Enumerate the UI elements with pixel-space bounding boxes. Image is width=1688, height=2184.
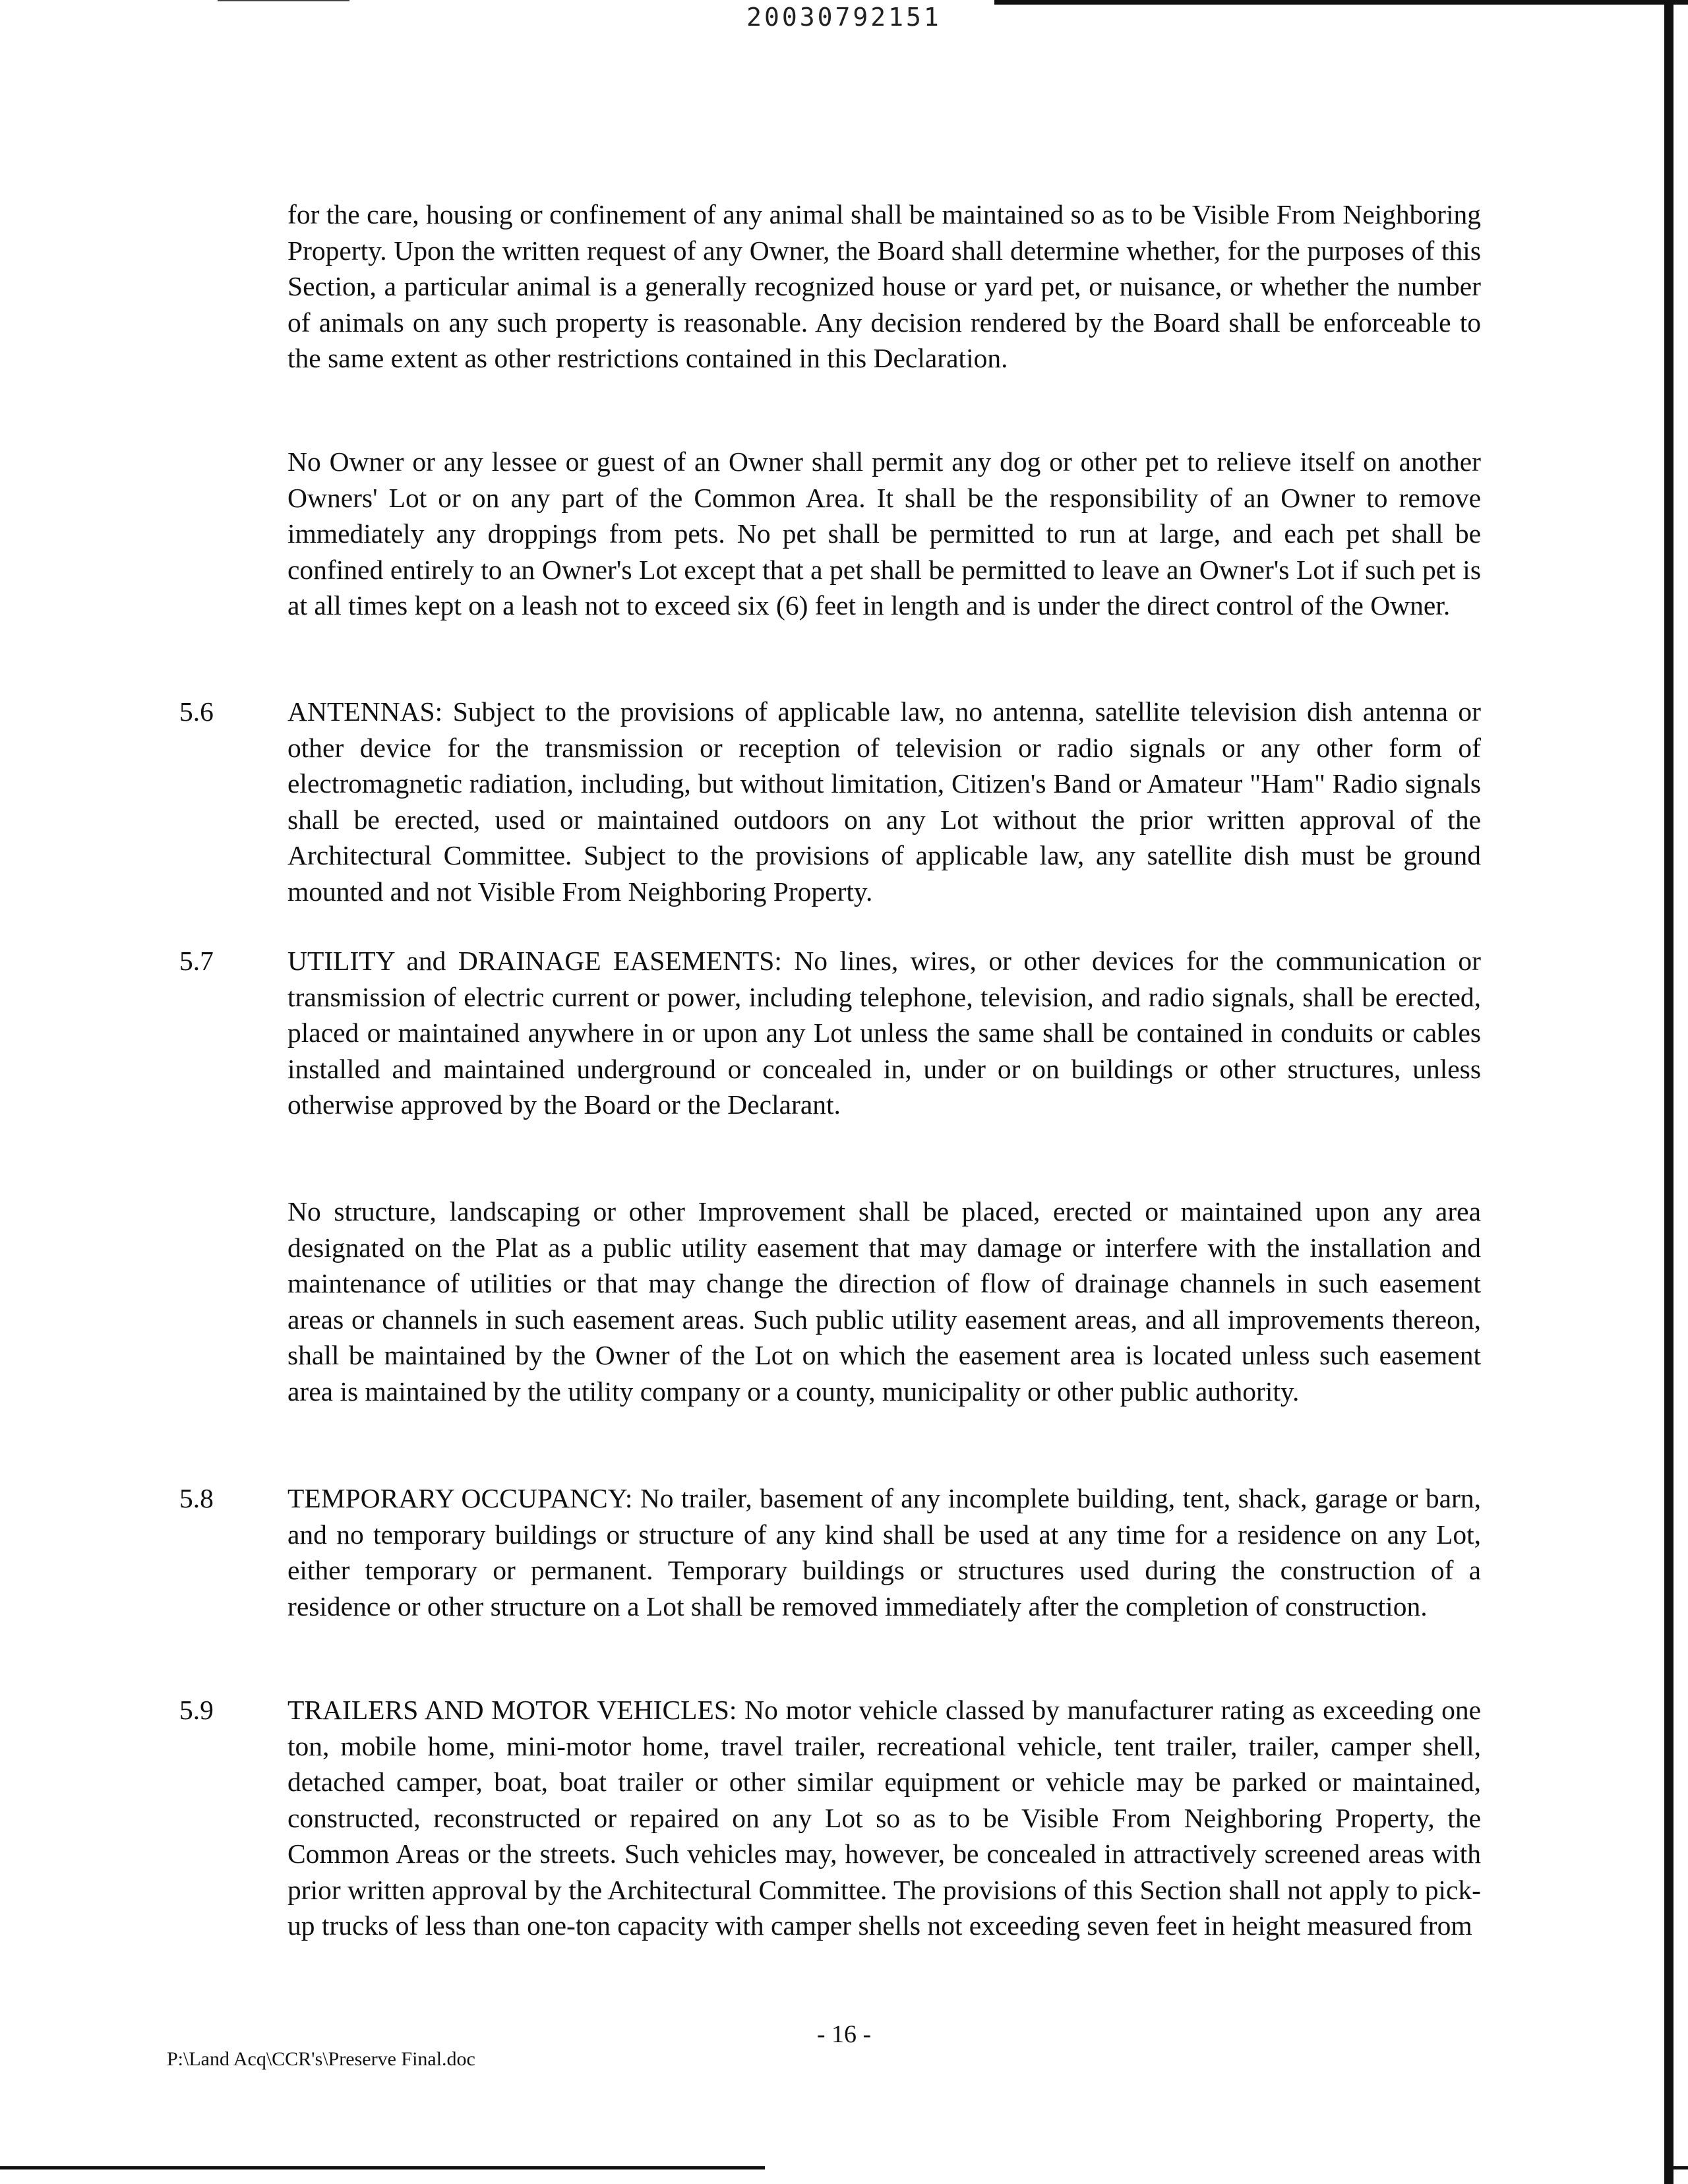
document-number: 20030792151	[746, 3, 942, 32]
section-antennas: ANTENNAS: Subject to the provisions of applicable law, no antenna, satellite television dish antenna or other device for the transmission or reception of television or radio signals or any other form of electromagnetic radiation, including, but without limitation, Citizen's Band or Amateur "Ham" Radio signals shall be erected, used or maintained outdoors on any Lot without the prior written approval of the Architectural Committee. Subject to the provisions of applicable law, any satellite dish must be ground mounted and not Visible From Neighboring Property.	[287, 696, 1481, 907]
scan-edge-top-left	[218, 0, 349, 1]
section-number-5-9: 5.9	[179, 1695, 214, 1725]
paragraph-pets-continued: for the care, housing or confinement of any animal shall be maintained so as to be Visible From Neighboring Property. Upon the written request of any Owner, the Board shall determine whether, for the purposes of this Section, a particular animal is a generally recognized house or yard pet, or nuisance, or whether the number of animals on any such property is reasonable. Any decision rendered by the Board shall be enforceable to the same extent as other restrictions contained in this Declaration.	[287, 199, 1481, 373]
page-number: - 16 -	[816, 2020, 872, 2048]
section-number-5-7: 5.7	[179, 946, 214, 976]
footer-file-path: P:\Land Acq\CCR's\Preserve Final.doc	[167, 2048, 475, 2070]
scan-edge-bottom-right	[1664, 2166, 1688, 2169]
section-utility-easements: UTILITY and DRAINAGE EASEMENTS: No lines, wires, or other devices for the communication or transmission of electric current or power, including telephone, television, and radio signals, shall be erected, placed or maintained anywhere in or upon any Lot unless the same shall be contained in conduits or cables installed and maintained underground or concealed in, under or on buildings or other structures, unless otherwise approved by the Board or the Declarant.	[287, 946, 1481, 1120]
section-utility-easements-second: No structure, landscaping or other Improvement shall be placed, erected or maintained upon any area designated on the Plat as a public utility easement that may damage or interfere with the installation and maintenance of utilities or that may change the direction of flow of drainage channels in such easement areas or channels in such easement areas. Such public utility easement areas, and all improvements thereon, shall be maintained by the Owner of the Lot on which the easement area is located unless such easement area is maintained by the utility company or a county, municipality or other public authority.	[287, 1196, 1481, 1407]
section-number-5-8: 5.8	[179, 1483, 214, 1513]
section-temporary-occupancy: TEMPORARY OCCUPANCY: No trailer, basement of any incomplete building, tent, shack, garage or barn, and no temporary buildings or structure of any kind shall be used at any time for a residence on any Lot, either temporary or permanent. Temporary buildings or structures used during the construction of a residence or other structure on a Lot shall be removed immediately after the completion of construction.	[287, 1483, 1481, 1622]
scan-edge-right	[1664, 0, 1673, 2184]
section-trailers-motor-vehicles: TRAILERS AND MOTOR VEHICLES: No motor vehicle classed by manufacturer rating as exceeding one ton, mobile home, mini-motor home, travel trailer, recreational vehicle, tent trailer, trailer, camper shell, detached camper, boat, boat trailer or other similar equipment or vehicle may be parked or maintained, constructed, reconstructed or repaired on any Lot so as to be Visible From Neighboring Property, the Common Areas or the streets. Such vehicles may, however, be concealed in attractively screened areas with prior written approval by the Architectural Committee. The provisions of this Section shall not apply to pick-up trucks of less than one-ton capacity with camper shells not exceeding seven feet in height measured from	[287, 1695, 1481, 1941]
paragraph-pets-second: No Owner or any lessee or guest of an Owner shall permit any dog or other pet to relieve itself on another Owners' Lot or on any part of the Common Area. It shall be the responsibility of an Owner to remove immediately any droppings from pets. No pet shall be permitted to run at large, and each pet shall be confined entirely to an Owner's Lot except that a pet shall be permitted to leave an Owner's Lot if such pet is at all times kept on a leash not to exceed six (6) feet in length and is under the direct control of the Owner.	[287, 446, 1481, 621]
scan-edge-bottom	[0, 2166, 765, 2169]
section-number-5-6: 5.6	[179, 696, 214, 727]
